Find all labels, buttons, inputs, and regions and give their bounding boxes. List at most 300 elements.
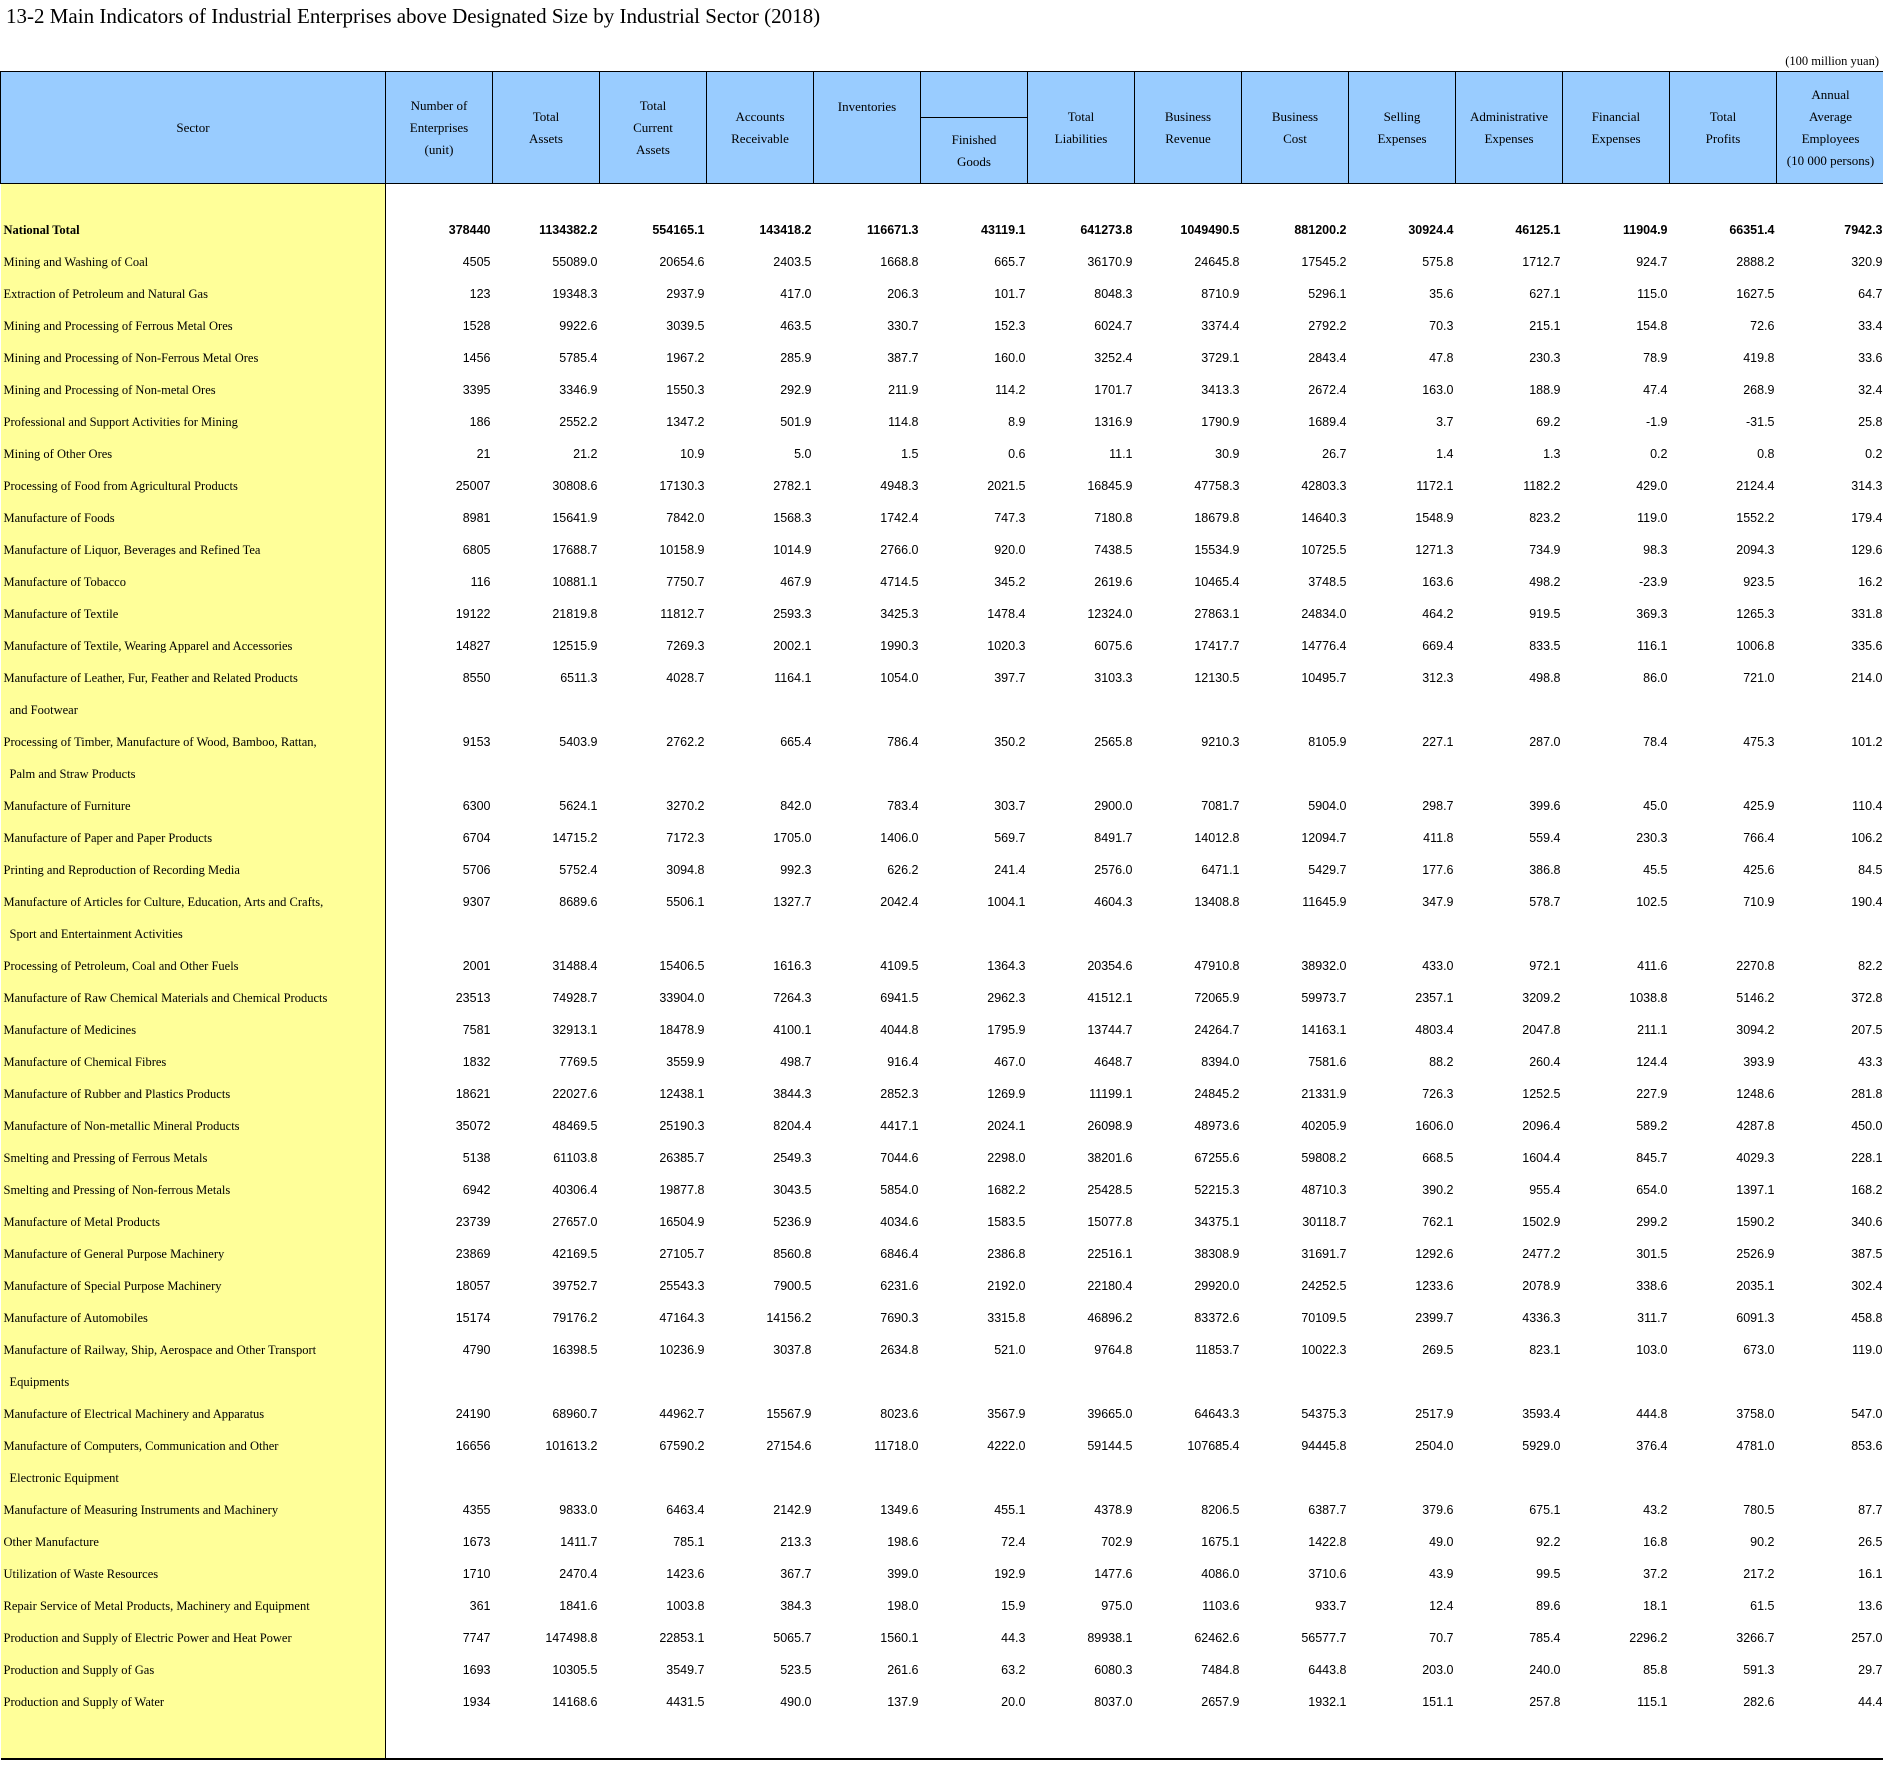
value-cell: 4714.5	[880, 575, 919, 589]
value-cell: 3748.5	[1308, 575, 1347, 589]
value-cell: 6387.7	[1308, 1503, 1347, 1517]
value-cell: 4028.7	[666, 671, 705, 685]
value-cell: 54375.3	[1301, 1407, 1347, 1421]
empty-cell	[1563, 694, 1670, 726]
value-cell: 269.5	[1422, 1343, 1454, 1357]
value-cell: 6231.6	[880, 1279, 919, 1293]
spacer-cell	[1670, 184, 1777, 215]
value-cell: 1616.3	[773, 959, 812, 973]
value-cell: 3710.6	[1308, 1567, 1347, 1581]
empty-cell	[1563, 1462, 1670, 1494]
value-cell: 143418.2	[759, 223, 812, 237]
value-cell: 25.8	[1858, 415, 1883, 429]
value-cell: 7581	[462, 1023, 491, 1037]
table-row	[1, 214, 1883, 246]
value-cell: 186	[469, 415, 491, 429]
value-cell: 6300	[462, 799, 491, 813]
table-row-continuation	[1, 758, 1883, 790]
header-inventories-lower	[814, 118, 921, 184]
value-cell: 19122	[455, 607, 491, 621]
value-cell: 1548.9	[1415, 511, 1454, 525]
value-cell: 5854.0	[880, 1183, 919, 1197]
table-row	[1, 1270, 1883, 1302]
indicators-table	[0, 71, 1883, 1760]
value-cell: 2386.8	[987, 1247, 1026, 1261]
value-cell: 5.0	[794, 447, 812, 461]
value-cell: 6941.5	[880, 991, 919, 1005]
empty-cell	[814, 1366, 921, 1398]
value-cell: 15534.9	[1194, 543, 1240, 557]
table-row	[1, 950, 1883, 982]
empty-cell	[386, 694, 493, 726]
sector-name: Smelting and Pressing of Ferrous Metals	[1, 1142, 386, 1174]
value-cell: 2124.4	[1736, 479, 1775, 493]
value-cell: 2047.8	[1522, 1023, 1561, 1037]
value-cell: 12.4	[1429, 1599, 1454, 1613]
value-cell: 5146.2	[1736, 991, 1775, 1005]
spacer-cell	[1242, 1718, 1349, 1759]
value-cell: 15077.8	[1087, 1215, 1133, 1229]
value-cell: 7690.3	[880, 1311, 919, 1325]
value-cell: 152.3	[994, 319, 1026, 333]
value-cell: 10725.5	[1301, 543, 1347, 557]
value-cell: 98.3	[1643, 543, 1668, 557]
empty-cell	[386, 758, 493, 790]
value-cell: 9210.3	[1201, 735, 1240, 749]
value-cell: 833.5	[1529, 639, 1561, 653]
header-total-liabilities: Total Liabilities	[1028, 72, 1135, 184]
value-cell: 1790.9	[1201, 415, 1240, 429]
value-cell: 22180.4	[1087, 1279, 1133, 1293]
value-cell: 2576.0	[1094, 863, 1133, 877]
sector-name: Manufacture of Special Purpose Machinery	[1, 1270, 386, 1302]
value-cell: 785.4	[1529, 1631, 1561, 1645]
value-cell: 347.9	[1422, 895, 1454, 909]
value-cell: 335.6	[1851, 639, 1883, 653]
value-cell: 30808.6	[552, 479, 598, 493]
value-cell: 1269.9	[987, 1087, 1026, 1101]
value-cell: 12324.0	[1087, 607, 1133, 621]
value-cell: 211.9	[888, 383, 919, 397]
empty-cell	[1028, 1366, 1135, 1398]
value-cell: 7438.5	[1094, 543, 1133, 557]
table-row	[1, 854, 1883, 886]
sector-name: Manufacture of Measuring Instruments and Machinery	[1, 1494, 386, 1526]
value-cell: 6080.3	[1094, 1663, 1133, 1677]
value-cell: 7750.7	[666, 575, 705, 589]
empty-cell	[1242, 758, 1349, 790]
value-cell: 16398.5	[552, 1343, 598, 1357]
empty-cell	[600, 918, 707, 950]
value-cell: 10236.9	[659, 1343, 705, 1357]
value-cell: 33.6	[1858, 351, 1883, 365]
value-cell: 89.6	[1536, 1599, 1561, 1613]
value-cell: 2096.4	[1522, 1119, 1561, 1133]
value-cell: 4378.9	[1094, 1503, 1133, 1517]
value-cell: 21819.8	[552, 607, 598, 621]
value-cell: 1.4	[1436, 447, 1454, 461]
value-cell: 46896.2	[1087, 1311, 1133, 1325]
empty-cell	[1028, 1462, 1135, 1494]
value-cell: 47.8	[1429, 351, 1454, 365]
value-cell: 4648.7	[1094, 1055, 1133, 1069]
value-cell: 1049490.5	[1180, 223, 1240, 237]
value-cell: 710.9	[1743, 895, 1775, 909]
spacer-cell	[1135, 1718, 1242, 1759]
header-total-current-assets: Total Current Assets	[600, 72, 707, 184]
value-cell: 268.9	[1743, 383, 1775, 397]
value-cell: 1710	[462, 1567, 491, 1581]
value-cell: 240.0	[1529, 1663, 1561, 1677]
value-cell: 665.4	[780, 735, 812, 749]
table-row	[1, 310, 1883, 342]
value-cell: 1712.7	[1522, 255, 1561, 269]
value-cell: 282.6	[1743, 1695, 1775, 1709]
value-cell: 14715.2	[552, 831, 598, 845]
value-cell: 15641.9	[552, 511, 598, 525]
value-cell: 56577.7	[1301, 1631, 1347, 1645]
empty-cell	[814, 1462, 921, 1494]
table-row	[1, 1430, 1883, 1462]
value-cell: 783.4	[887, 799, 919, 813]
empty-cell	[1135, 694, 1242, 726]
value-cell: 1477.6	[1094, 1567, 1133, 1581]
sector-name: Production and Supply of Water	[1, 1686, 386, 1718]
table-row	[1, 534, 1883, 566]
value-cell: 2766.0	[880, 543, 919, 557]
sector-name: Repair Service of Metal Products, Machinery and Equipment	[1, 1590, 386, 1622]
value-cell: 490.0	[780, 1695, 812, 1709]
value-cell: 7172.3	[666, 831, 705, 845]
value-cell: 17130.3	[659, 479, 705, 493]
value-cell: 9153	[462, 735, 491, 749]
value-cell: 49.0	[1429, 1535, 1454, 1549]
value-cell: 2094.3	[1736, 543, 1775, 557]
value-cell: 190.4	[1851, 895, 1883, 909]
value-cell: 1.3	[1543, 447, 1561, 461]
value-cell: 48469.5	[552, 1119, 598, 1133]
value-cell: 6942	[462, 1183, 491, 1197]
value-cell: 14168.6	[552, 1695, 598, 1709]
value-cell: 123	[469, 287, 491, 301]
value-cell: 411.6	[1637, 959, 1668, 973]
value-cell: 163.6	[1422, 575, 1454, 589]
value-cell: 1292.6	[1415, 1247, 1454, 1261]
spacer-cell	[1242, 184, 1349, 215]
sector-name-continued: and Footwear	[1, 694, 386, 726]
value-cell: 214.0	[1851, 671, 1883, 685]
value-cell: 1316.9	[1094, 415, 1133, 429]
value-cell: 5065.7	[773, 1631, 812, 1645]
value-cell: 36170.9	[1087, 255, 1133, 269]
table-row	[1, 1046, 1883, 1078]
value-cell: 2762.2	[666, 735, 705, 749]
empty-cell	[1349, 694, 1456, 726]
sector-name: Manufacture of Liquor, Beverages and Refined Tea	[1, 534, 386, 566]
value-cell: 46125.1	[1515, 223, 1561, 237]
sector-name: Manufacture of Chemical Fibres	[1, 1046, 386, 1078]
value-cell: 463.5	[780, 319, 812, 333]
value-cell: 14163.1	[1301, 1023, 1347, 1037]
empty-cell	[814, 918, 921, 950]
value-cell: 4781.0	[1736, 1439, 1775, 1453]
empty-cell	[493, 758, 600, 790]
value-cell: 59144.5	[1087, 1439, 1133, 1453]
value-cell: 376.4	[1636, 1439, 1668, 1453]
value-cell: 74928.7	[552, 991, 598, 1005]
table-row	[1, 598, 1883, 630]
value-cell: 44962.7	[659, 1407, 705, 1421]
value-cell: 6704	[462, 831, 491, 845]
sector-name: Other Manufacture	[1, 1526, 386, 1558]
spacer-cell	[1, 184, 386, 215]
value-cell: 1054.0	[880, 671, 919, 685]
table-row	[1, 374, 1883, 406]
value-cell: 1478.4	[987, 607, 1026, 621]
table-row	[1, 1526, 1883, 1558]
table-row	[1, 790, 1883, 822]
value-cell: 7264.3	[773, 991, 812, 1005]
value-cell: 257.8	[1529, 1695, 1561, 1709]
value-cell: 2900.0	[1094, 799, 1133, 813]
value-cell: 116	[470, 575, 491, 589]
value-cell: 25428.5	[1087, 1183, 1133, 1197]
empty-cell	[1777, 758, 1883, 790]
value-cell: 8981	[462, 511, 491, 525]
empty-cell	[1135, 1366, 1242, 1398]
empty-cell	[1349, 1366, 1456, 1398]
empty-cell	[600, 1462, 707, 1494]
empty-cell	[600, 758, 707, 790]
value-cell: 298.7	[1422, 799, 1454, 813]
empty-cell	[921, 694, 1028, 726]
value-cell: 390.2	[1422, 1183, 1454, 1197]
value-cell: 7942.3	[1844, 223, 1883, 237]
value-cell: 823.1	[1529, 1343, 1561, 1357]
spacer-cell	[1028, 1718, 1135, 1759]
value-cell: 17688.7	[552, 543, 598, 557]
sector-name: Manufacture of Rubber and Plastics Products	[1, 1078, 386, 1110]
value-cell: 785.1	[673, 1535, 705, 1549]
value-cell: 10.9	[680, 447, 705, 461]
table-row	[1, 726, 1883, 758]
sector-name: Manufacture of Electrical Machinery and Apparatus	[1, 1398, 386, 1430]
value-cell: 114.2	[995, 383, 1026, 397]
value-cell: 38932.0	[1301, 959, 1347, 973]
value-cell: 299.2	[1636, 1215, 1668, 1229]
value-cell: 25190.3	[659, 1119, 705, 1133]
value-cell: 10305.5	[552, 1663, 598, 1677]
value-cell: 5138	[462, 1151, 491, 1165]
value-cell: 4417.1	[880, 1119, 919, 1133]
value-cell: 387.5	[1851, 1247, 1883, 1261]
value-cell: 1327.7	[773, 895, 812, 909]
value-cell: 2001	[462, 959, 491, 973]
value-cell: 89938.1	[1087, 1631, 1133, 1645]
value-cell: 1271.3	[1415, 543, 1454, 557]
table-row-continuation	[1, 918, 1883, 950]
sector-name: Utilization of Waste Resources	[1, 1558, 386, 1590]
empty-cell	[493, 918, 600, 950]
value-cell: 18478.9	[659, 1023, 705, 1037]
value-cell: 2843.4	[1308, 351, 1347, 365]
value-cell: 702.9	[1101, 1535, 1133, 1549]
empty-cell	[1028, 694, 1135, 726]
value-cell: 569.7	[994, 831, 1026, 845]
value-cell: 17417.7	[1194, 639, 1240, 653]
value-cell: 3413.3	[1201, 383, 1240, 397]
value-cell: 5706	[462, 863, 491, 877]
value-cell: 3758.0	[1736, 1407, 1775, 1421]
value-cell: 26098.9	[1087, 1119, 1133, 1133]
value-cell: 90.2	[1750, 1535, 1775, 1549]
value-cell: 1668.8	[880, 255, 919, 269]
value-cell: 1456	[462, 351, 491, 365]
value-cell: 575.8	[1422, 255, 1454, 269]
value-cell: 384.3	[780, 1599, 812, 1613]
value-cell: 129.6	[1851, 543, 1883, 557]
value-cell: 15.9	[1001, 1599, 1026, 1613]
value-cell: 1182.2	[1523, 479, 1561, 493]
sector-name: Manufacture of Furniture	[1, 790, 386, 822]
value-cell: 19348.3	[552, 287, 598, 301]
value-cell: 42169.5	[552, 1247, 598, 1261]
value-cell: 52215.3	[1194, 1183, 1240, 1197]
value-cell: 1552.2	[1736, 511, 1775, 525]
sector-name: Manufacture of Tobacco	[1, 566, 386, 598]
value-cell: 4044.8	[880, 1023, 919, 1037]
value-cell: 5506.1	[666, 895, 705, 909]
value-cell: 8689.6	[559, 895, 598, 909]
value-cell: -1.9	[1645, 415, 1668, 429]
value-cell: 1.5	[901, 447, 919, 461]
value-cell: 114.8	[888, 415, 919, 429]
sector-name: Mining and Processing of Ferrous Metal Ores	[1, 310, 386, 342]
value-cell: 673.0	[1743, 1343, 1775, 1357]
value-cell: 8105.9	[1308, 735, 1347, 749]
value-cell: 11904.9	[1623, 223, 1668, 237]
value-cell: 63.2	[1001, 1663, 1026, 1677]
value-cell: 1006.8	[1736, 639, 1775, 653]
value-cell: 115.0	[1637, 287, 1668, 301]
empty-cell	[1563, 758, 1670, 790]
sector-name: Processing of Food from Agricultural Products	[1, 470, 386, 502]
value-cell: 786.4	[887, 735, 919, 749]
value-cell: 3.7	[1436, 415, 1454, 429]
empty-cell	[1135, 1462, 1242, 1494]
value-cell: 83372.6	[1194, 1311, 1240, 1325]
value-cell: 35.6	[1429, 287, 1454, 301]
value-cell: 55089.0	[552, 255, 598, 269]
value-cell: 4222.0	[987, 1439, 1026, 1453]
value-cell: 675.1	[1529, 1503, 1561, 1517]
value-cell: 198.0	[887, 1599, 919, 1613]
spacer-cell	[1456, 184, 1563, 215]
value-cell: 1550.3	[666, 383, 705, 397]
value-cell: 101.2	[1851, 735, 1883, 749]
value-cell: 345.2	[994, 575, 1026, 589]
value-cell: 2399.7	[1415, 1311, 1454, 1325]
value-cell: 7081.7	[1201, 799, 1240, 813]
value-cell: 924.7	[1636, 255, 1668, 269]
value-cell: 5429.7	[1308, 863, 1347, 877]
sector-name: Mining and Washing of Coal	[1, 246, 386, 278]
value-cell: 11812.7	[660, 607, 705, 621]
value-cell: 2852.3	[880, 1087, 919, 1101]
value-cell: 78.4	[1643, 735, 1668, 749]
value-cell: 147498.8	[545, 1631, 598, 1645]
value-cell: 285.9	[780, 351, 812, 365]
value-cell: 916.4	[887, 1055, 919, 1069]
value-cell: 168.2	[1851, 1183, 1883, 1197]
spacer-cell	[386, 1718, 493, 1759]
value-cell: 11645.9	[1302, 895, 1347, 909]
sector-name: Production and Supply of Gas	[1, 1654, 386, 1686]
table-row	[1, 630, 1883, 662]
table-row	[1, 886, 1883, 918]
value-cell: 501.9	[780, 415, 812, 429]
value-cell: 61103.8	[553, 1151, 598, 1165]
value-cell: 4431.5	[666, 1695, 705, 1709]
value-cell: 24645.8	[1194, 255, 1240, 269]
value-cell: 3039.5	[666, 319, 705, 333]
value-cell: 6443.8	[1308, 1663, 1347, 1677]
header-sector: Sector	[1, 72, 386, 184]
header-selling-expenses: Selling Expenses	[1349, 72, 1456, 184]
value-cell: 320.9	[1851, 255, 1883, 269]
value-cell: 1682.2	[987, 1183, 1026, 1197]
value-cell: 26.5	[1858, 1535, 1883, 1549]
value-cell: 261.6	[887, 1663, 919, 1677]
table-row	[1, 470, 1883, 502]
value-cell: 372.8	[1851, 991, 1883, 1005]
value-cell: 1347.2	[666, 415, 705, 429]
value-cell: 3346.9	[559, 383, 598, 397]
table-row	[1, 342, 1883, 374]
value-cell: 3209.2	[1522, 991, 1561, 1005]
value-cell: 4355	[462, 1503, 491, 1517]
value-cell: 2526.9	[1736, 1247, 1775, 1261]
value-cell: 301.5	[1636, 1247, 1668, 1261]
spacer-cell	[600, 184, 707, 215]
table-row	[1, 1654, 1883, 1686]
spacer-cell	[707, 1718, 814, 1759]
value-cell: 33904.0	[659, 991, 705, 1005]
value-cell: 8560.8	[773, 1247, 812, 1261]
value-cell: 2792.2	[1308, 319, 1347, 333]
value-cell: 314.3	[1851, 479, 1883, 493]
value-cell: 721.0	[1743, 671, 1775, 685]
value-cell: 227.1	[1422, 735, 1454, 749]
value-cell: 38308.9	[1194, 1247, 1240, 1261]
value-cell: 69.2	[1536, 415, 1561, 429]
empty-cell	[386, 1462, 493, 1494]
sector-name: Manufacture of Automobiles	[1, 1302, 386, 1334]
sector-name: Mining and Processing of Non-Ferrous Metal Ores	[1, 342, 386, 374]
table-row	[1, 1110, 1883, 1142]
empty-cell	[1242, 1366, 1349, 1398]
value-cell: 5624.1	[559, 799, 598, 813]
value-cell: 21331.9	[1301, 1087, 1347, 1101]
table-row	[1, 1622, 1883, 1654]
empty-cell	[1456, 918, 1563, 950]
value-cell: 23513	[455, 991, 491, 1005]
value-cell: 7044.6	[880, 1151, 919, 1165]
empty-cell	[600, 1366, 707, 1398]
value-cell: 23869	[455, 1247, 491, 1261]
value-cell: 59973.7	[1301, 991, 1347, 1005]
value-cell: 1742.4	[880, 511, 919, 525]
